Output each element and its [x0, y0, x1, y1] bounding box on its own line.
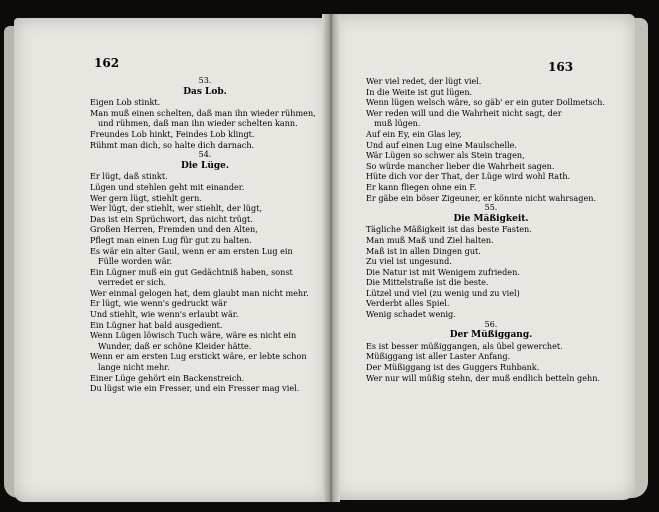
proverb-line: Lützel und viel (zu wenig und zu viel) — [366, 287, 520, 298]
proverb-line: Die Natur ist mit Wenigem zufrieden. — [366, 266, 520, 277]
proverb-line: Und stiehlt, wie wenn's erlaubt wär. — [90, 309, 239, 320]
proverb-line: Man muß Maß und Ziel halten. — [366, 234, 494, 245]
proverb-line: Wenn lügen welsch wäre, so gäb' er ein guter Dollmetsch. — [366, 97, 605, 108]
proverb-line: Der Müßiggang ist des Guggers Ruhbank. — [366, 362, 540, 373]
proverb-line: Freundes Lob hinkt, Feindes Lob klingt. — [90, 128, 255, 139]
proverb-line: Eigen Lob stinkt. — [90, 97, 161, 108]
proverb-line: Einer Lüge gehört ein Backenstreich. — [90, 372, 245, 383]
proverb-line: Und auf einen Lug eine Maulschelle. — [366, 139, 517, 150]
section-heading: Das Lob. — [183, 86, 227, 97]
proverb-line: In die Weite ist gut lügen. — [366, 86, 473, 97]
proverb-line: Es ist besser müßiggangen, als übel gewerchet. — [366, 340, 563, 351]
section-heading: Der Müßiggang. — [449, 330, 533, 341]
section-number: 53. — [198, 76, 212, 85]
proverb-line: Maß ist in allen Dingen gut. — [366, 245, 481, 256]
proverb-line: Zu viel ist ungesund. — [366, 256, 452, 267]
section-heading: Die Lüge. — [180, 160, 230, 171]
proverb-line: verredet er sich. — [98, 277, 166, 288]
proverb-line: Er kann fliegen ohne ein F. — [366, 181, 477, 192]
proverb-line: Wer lügt, der stiehlt, wer stiehlt, der lügt, — [90, 203, 263, 214]
proverb-line: Wenn Lügen löwisch Tuch wäre, wäre es nicht ein — [90, 330, 297, 341]
proverb-line: Ein Lügner hat bald ausgedient. — [90, 319, 223, 330]
left-page-number: 162 — [94, 56, 120, 70]
proverb-line: Du lügst wie ein Fresser, und ein Fresser mag viel. — [90, 383, 300, 394]
proverb-line: Großen Herren, Fremden und den Alten, — [90, 224, 258, 235]
proverb-line: Er gäbe ein böser Zigeuner, er könnte nicht wahrsagen. — [366, 192, 597, 203]
proverb-line: So würde mancher lieber die Wahrheit sagen. — [366, 160, 555, 171]
proverb-line: Wenn er am ersten Lug erstickt wäre, er lebte schon — [90, 351, 307, 362]
proverb-line: Verderbt alles Spiel. — [366, 298, 450, 309]
proverb-line: Wer viel redet, der lügt viel. — [366, 76, 482, 86]
left-page-text — [90, 76, 320, 394]
proverb-line: Wer gern lügt, stiehlt gern. — [90, 192, 202, 203]
proverb-line: und rühmen, daß man ihn wieder schelten kann. — [98, 118, 298, 129]
proverb-line: Die Mittelstraße ist die beste. — [366, 277, 489, 288]
proverb-line: Tägliche Mäßigkeit ist das beste Fasten. — [366, 224, 532, 235]
proverb-line: Wär Lügen so schwer als Stein tragen, — [366, 150, 525, 161]
proverb-line: Er lügt, daß stinkt. — [90, 171, 168, 182]
proverb-line: Rühmt man dich, so halte dich darnach. — [90, 139, 255, 150]
proverb-line: Ein Lügner muß ein gut Gedächtniß haben, sonst — [90, 266, 293, 277]
book-gutter — [322, 14, 340, 502]
proverb-line: Hüte dich vor der That, der Lüge wird wohl Rath. — [366, 171, 571, 182]
section-number: 55. — [484, 203, 498, 213]
section-heading: Die Mäßigkeit. — [453, 213, 529, 224]
proverb-line: Wer einmal gelogen hat, dem glaubt man nicht mehr. — [90, 287, 309, 298]
proverb-line: Auf ein Ey, ein Glas ley, — [366, 128, 462, 139]
proverb-line: Pflegt man einen Lug für gut zu halten. — [90, 234, 252, 245]
right-page-number: 163 — [548, 60, 574, 74]
section-number: 54. — [198, 150, 212, 160]
proverb-line: muß lügen. — [374, 118, 421, 129]
right-page-text — [366, 76, 616, 383]
section-number: 56. — [484, 319, 498, 329]
proverb-line: Wer nur will müßig stehn, der muß endlich betteln gehn. — [366, 372, 600, 383]
proverb-line: Er lügt, wie wenn's gedruckt wär — [90, 298, 227, 309]
proverb-line: Müßiggang ist aller Laster Anfang. — [366, 351, 511, 362]
proverb-line: Es wär ein alter Gaul, wenn er am ersten Lug ein — [90, 245, 293, 256]
proverb-line: Wenig schadet wenig. — [366, 309, 456, 320]
proverb-line: Wer reden will und die Wahrheit nicht sagt, der — [366, 107, 562, 118]
proverb-line: Lügen und stehlen geht mit einander. — [90, 181, 245, 192]
proverb-line: Das ist ein Sprüchwort, das nicht trügt. — [90, 213, 253, 224]
proverb-line: Fülle worden wär. — [98, 256, 173, 267]
proverb-line: Wunder, daß er schöne Kleider hätte. — [98, 340, 252, 351]
proverb-line: Man muß einen schelten, daß man ihn wieder rühmen, — [90, 107, 316, 118]
proverb-line: lange nicht mehr. — [98, 362, 170, 373]
